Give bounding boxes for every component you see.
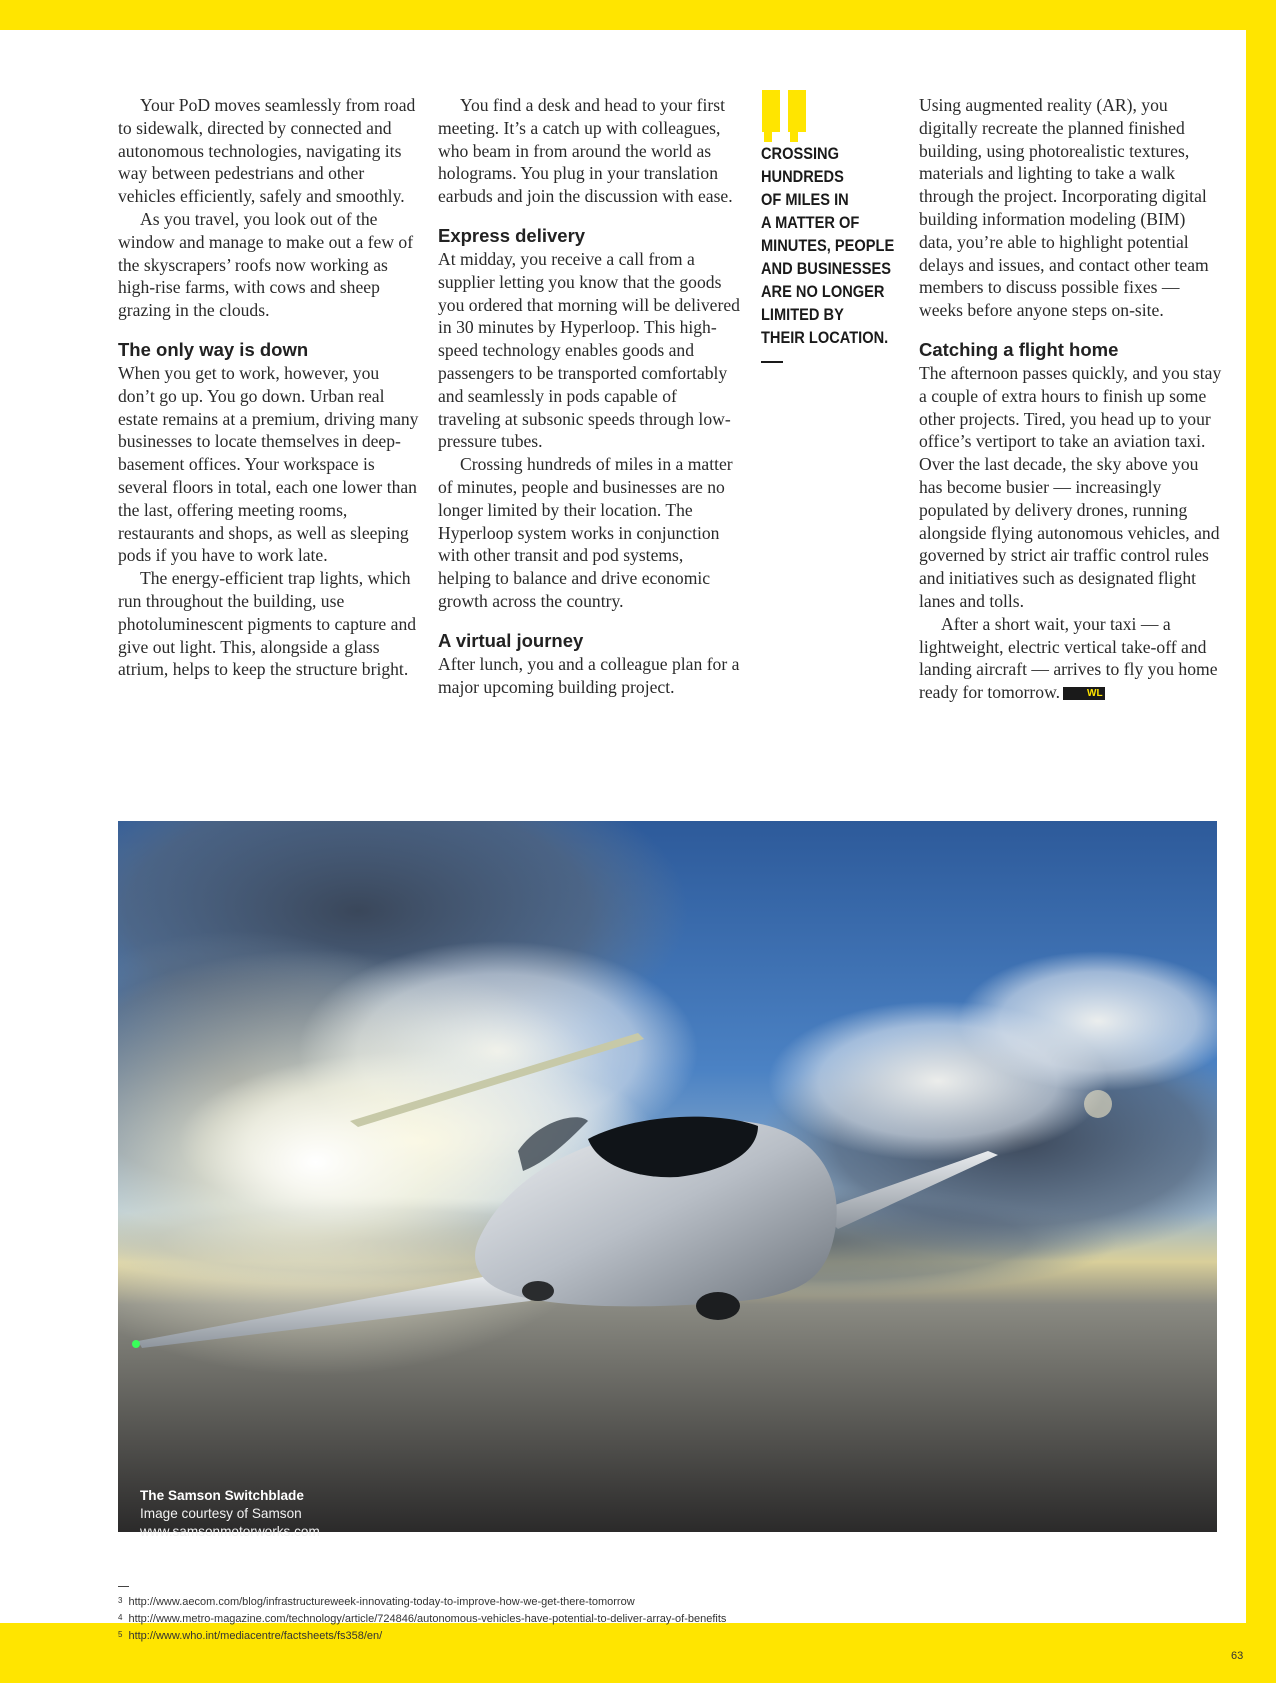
footnote [118,1593,726,1610]
pull-quote [761,142,895,349]
section-heading: Express delivery [438,224,586,246]
text-column-4 [919,94,1223,704]
pull-quote-line: AND BUSINESSES [761,259,891,278]
pull-quote-line: A MATTER OF [761,213,860,232]
paragraph: As you travel, you look out of the window and manage to make out a few of the skyscrapers’ roofs now working as high-rise farms, with cows and sheep grazing in the clouds. [118,208,414,321]
paragraph: At midday, you receive a call from a supplier letting you know that the goods you ordered that morning will be delivered in 30 minutes by Hyperloop. This high-speed technology enables goods and passengers to be transported comfortably and seamlessly in pods capable of traveling at subsonic speeds through low-pressure tubes. [438,248,740,452]
paragraph [919,613,1223,704]
pull-quote-line: LIMITED BY [761,305,844,324]
pull-quote-line: CROSSING [761,144,839,163]
pull-quote-line: THEIR LOCATION. [761,328,889,347]
section-heading: The only way is down [118,338,309,360]
text-column-1 [118,94,420,681]
footnote-link[interactable]: http://www.aecom.com/blog/infrastructureweek-innovating-today-to-improve-how-we-get-there-tomorrow [128,1596,635,1608]
paragraph: The energy-efficient trap lights, which run throughout the building, use photoluminescent pigments to capture and give out light. This, alongside a glass atrium, helps to keep the structure bright. [118,568,417,680]
pull-quote-line: HUNDREDS [761,167,844,186]
footnote [118,1627,726,1644]
section-heading: Catching a flight home [919,338,1119,360]
footnote-link[interactable]: http://www.who.int/mediacentre/factsheets/fs358/en/ [128,1630,383,1642]
footnote-rule [118,1586,129,1587]
caption-url: www.samsonmotorworks.com [140,1524,320,1539]
pull-quote-line: OF MILES IN [761,190,849,209]
paragraph: Crossing hundreds of miles in a matter of minutes, people and businesses are no longer limited by their location. The Hyperloop system works in conjunction with other transit and pod systems, helping to balance and drive economic growth across the country. [438,454,733,611]
footnote [118,1610,726,1627]
pull-quote-line: ARE NO LONGER [761,282,885,301]
paragraph: When you get to work, however, you don’t go up. You go down. Urban real estate remains at a premium, driving many businesses to locate themselves in deep-basement offices. Your workspace is several floors in total, each one lower than the last, offering meeting rooms, restaurants and shops, as well as sleeping pods if you have to work late. [118,362,419,566]
photo-caption [140,1487,320,1541]
magazine-page [0,30,1246,1642]
paragraph: The afternoon passes quickly, and you stay a couple of extra hours to finish up some other projects. Tired, you head up to your office’s vertiport to take an aviation taxi. Over the last decade, the sky above you has become busier — increasingly populated by delivery drones, running alongside flying autonomous vehicles, and governed by strict air traffic control rules and initiatives such as designated flight lanes and tolls. [919,362,1222,611]
end-mark-badge: WL [1063,687,1105,700]
paragraph: Your PoD moves seamlessly from road to sidewalk, directed by connected and autonomous technologies, navigating its way between pedestrians and other vehicles efficiently, safely and smoothly. [118,95,416,207]
section-heading: A virtual journey [438,629,584,651]
page-number: 63 [1231,1650,1244,1662]
footnote-link[interactable]: http://www.metro-magazine.com/technology/article/724846/autonomous-vehicles-have-potential-to-deliver-array-of-benefits [128,1613,727,1625]
paragraph: You find a desk and head to your first meeting. It’s a catch up with colleagues, who beam in from around the world as holograms. You plug in your translation earbuds and join the discussion with ease. [438,95,733,207]
paragraph: Using augmented reality (AR), you digitally recreate the planned finished building, using photorealistic textures, materials and lighting to take a walk through the project. Incorporating digital building information modeling (BIM) data, you’re able to highlight potential delays and issues, and contact other team members to discuss possible fixes — weeks before anyone steps on-site. [919,95,1209,321]
footnote-number: 5 [118,1630,123,1639]
footnotes [118,1593,726,1644]
paragraph: After lunch, you and a colleague plan for a major upcoming building project. [438,653,740,697]
text-column-2 [438,94,740,698]
caption-credit: Image courtesy of Samson [140,1506,302,1521]
footnote-number: 4 [118,1613,123,1622]
samson-switchblade-photo [118,821,1217,1532]
pull-quote-rule [761,361,783,363]
caption-title: The Samson Switchblade [140,1488,304,1503]
pull-quote-line: MINUTES, PEOPLE [761,236,895,255]
paragraph-text: After a short wait, your taxi — a lightweight, electric vertical take-off and landing aircraft — arrives to fly you home ready for tomorrow. [919,613,1218,703]
footnote-number: 3 [118,1596,123,1605]
